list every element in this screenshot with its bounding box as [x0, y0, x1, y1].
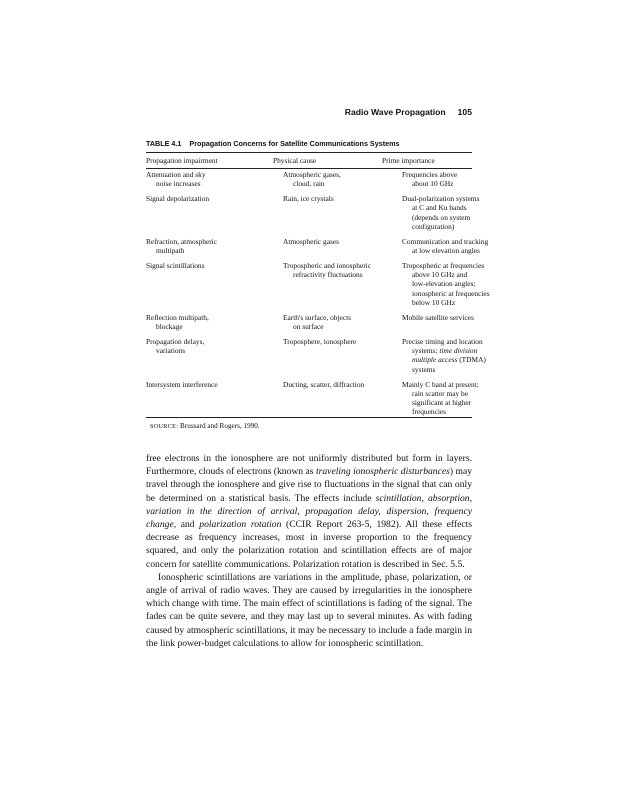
cause-cell: Atmospheric gases [283, 236, 340, 246]
table-header-rule [146, 168, 472, 169]
table-row [146, 337, 486, 374]
table-title: Propagation Concerns for Satellite Communications Systems [189, 139, 400, 148]
importance-cell: Mobile satellite services [402, 312, 474, 322]
source-label: SOURCE: [150, 423, 179, 430]
paragraph-1: free electrons in the ionosphere are not uniformly distributed but form in layers. Furthermore, clouds of electrons (known as traveling ionospheric disturbances) may travel through the ionosphere and give rise to fluctuations in the signal that can only be determined on a statistical basis. The effects include scintillation, absorption, variation in the direction of arrival, propagation delay, dispersion, frequency change, and polarization rotation (CCIR Report 263-5, 1982). All these effects decrease as frequency increases, most in inverse proportion to the frequency squared, and only the polarization rotation and scintillation effects are of major concern for satellite communications. Polarization rotation is described in Sec. 5.5. [146, 453, 472, 570]
table-row [146, 236, 489, 256]
importance-cell: Precise timing and location systems; time division multiple access (TDMA) systems [402, 337, 486, 374]
source-text: Brussard and Rogers, 1990. [178, 422, 260, 430]
cause-cell: Troposphere, ionosphere [283, 337, 357, 347]
paragraph-2: Ionospheric scintillations are variations in the amplitude, phase, polarization, or angle of arrival of radio waves. They are caused by irregularities in the ionosphere which change with time. The main effect of scintillations is fading of the signal. The fades can be quite severe, and they may last up to several minutes. As with fading caused by atmospheric scintillations, it may be necessary to include a fade margin in the link power-budget calculations to allow for ionospheric scintillation. [146, 571, 472, 649]
running-title: Radio Wave Propagation [344, 107, 446, 117]
impairment-cell: Refraction, atmospheric multipath [146, 236, 218, 256]
table-row [146, 170, 472, 188]
importance-cell: Mainly C band at present; rain scatter may be significant at higher frequencies [402, 379, 479, 417]
cause-cell: Earth's surface, objects on surface [283, 312, 352, 332]
impairment-cell: Propagation delays, variations [146, 337, 205, 356]
table-header-row [146, 154, 472, 167]
table-top-rule [146, 152, 472, 153]
column-header-impairment: Propagation impairment [146, 156, 218, 165]
importance-cell: Frequencies above about 10 GHz [402, 170, 458, 189]
cause-cell: Atmospheric gases, cloud, rain [283, 170, 341, 189]
table-row [146, 194, 480, 231]
page-number: 105 [457, 107, 472, 117]
propagation-table [146, 154, 490, 417]
impairment-cell: Attenuation and sky noise increases [146, 170, 206, 189]
table-caption [146, 139, 476, 148]
column-header-cause: Physical cause [273, 156, 317, 165]
running-head [146, 107, 472, 117]
impairment-cell: Signal depolarization [146, 194, 210, 204]
table-source-note [150, 422, 260, 430]
table-number: TABLE 4.1 [146, 139, 182, 148]
impairment-cell: Reflection multipath, blockage [146, 312, 209, 332]
importance-cell: Communication and tracking at low elevation angles [402, 236, 489, 256]
table-row [146, 313, 472, 331]
cause-cell: Tropospheric and ionospheric refractivity fluctuations [283, 261, 371, 280]
table-row [146, 379, 479, 417]
impairment-cell: Signal scintillations [146, 261, 205, 271]
body-text [146, 452, 472, 650]
table-body [146, 170, 490, 422]
column-header-importance: Prime importance [382, 156, 435, 165]
importance-cell: Tropospheric at frequencies above 10 GHz and low-elevation angles; ionospheric at frequencies below 10 GHz [402, 261, 490, 307]
cause-cell: Ducting, scatter, diffraction [283, 379, 365, 389]
table-row [146, 261, 490, 307]
impairment-cell: Intersystem interference [146, 379, 218, 389]
cause-cell: Rain, ice crystals [283, 194, 334, 204]
importance-cell: Dual-polarization systems at C and Ku bands (depends on system configuration) [402, 194, 480, 231]
